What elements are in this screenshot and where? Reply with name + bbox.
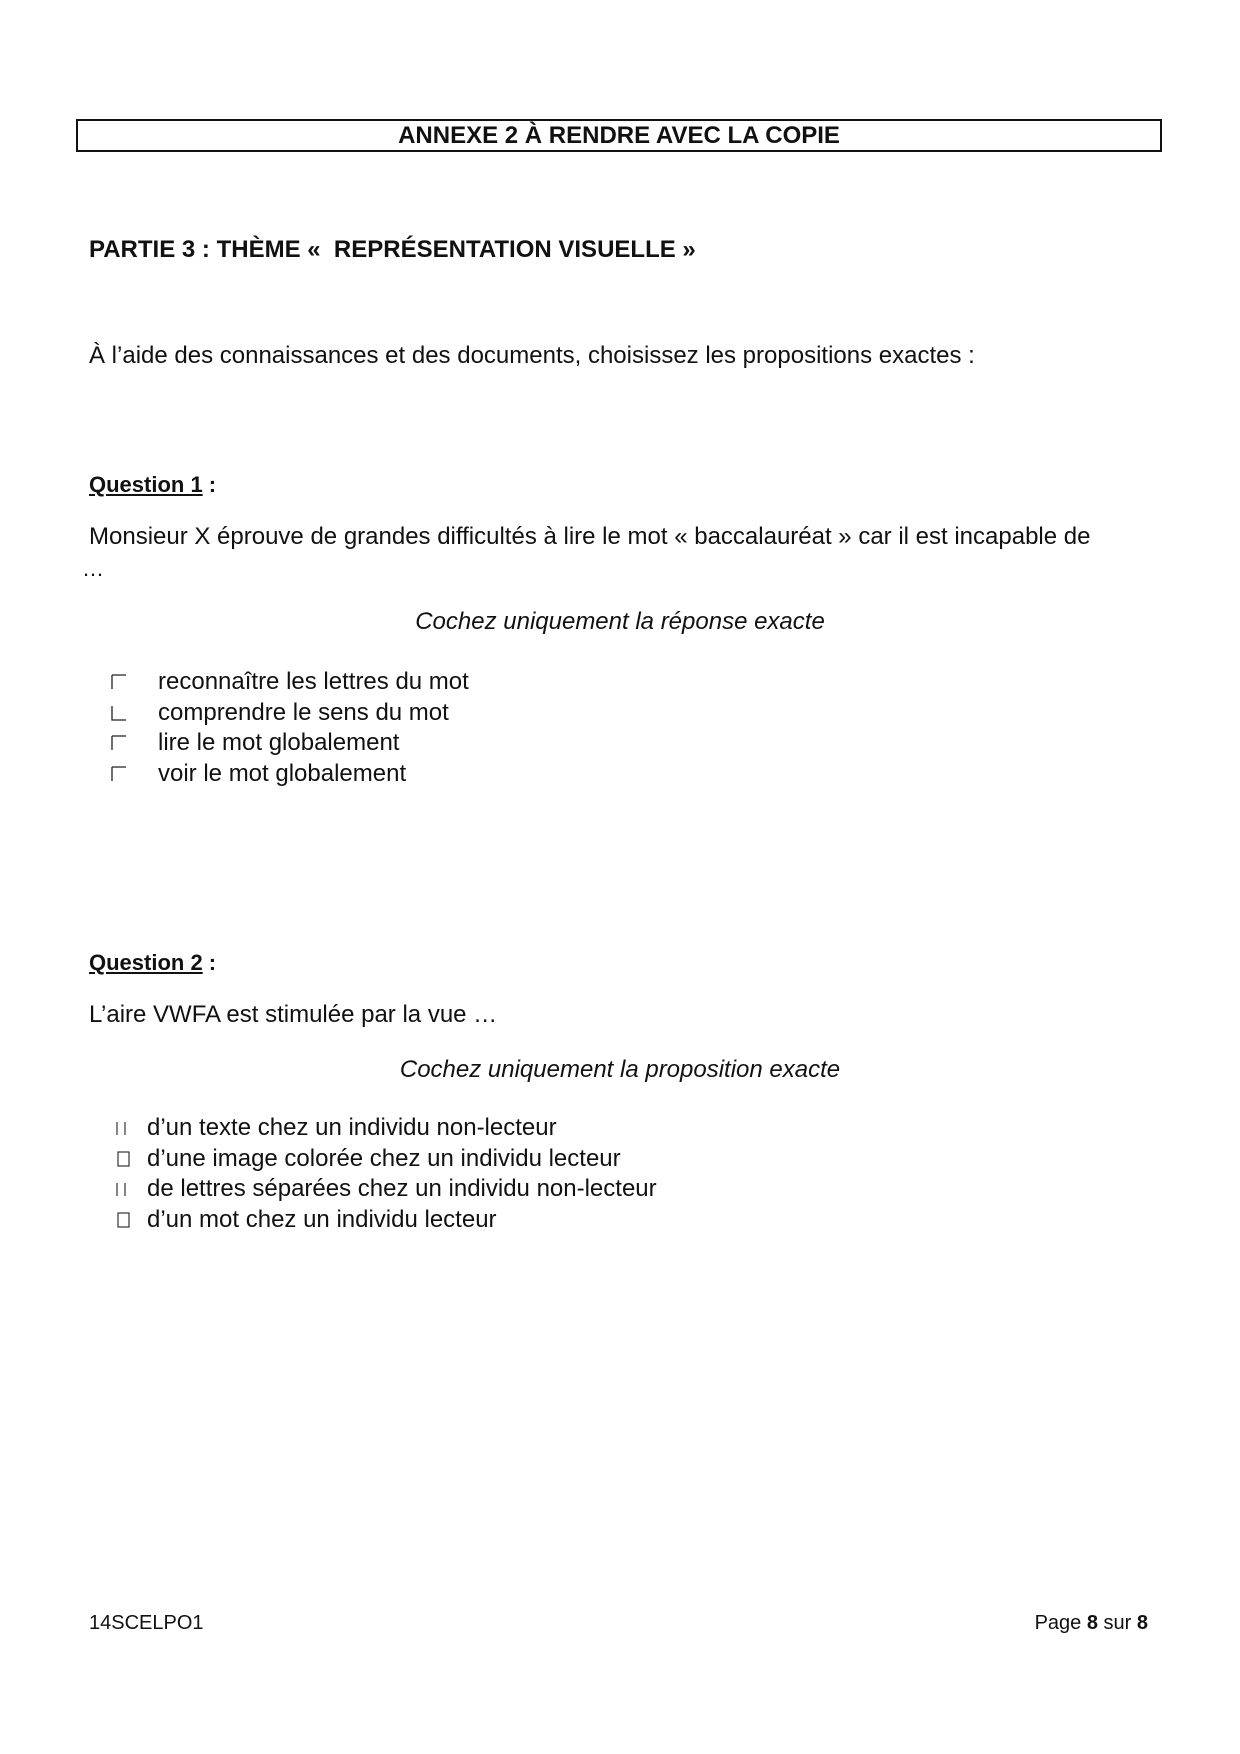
annex-title: ANNEXE 2 À RENDRE AVEC LA COPIE <box>76 119 1162 152</box>
option-label: comprendre le sens du mot <box>158 698 449 726</box>
question-1-options <box>110 667 469 789</box>
option-label: d’un mot chez un individu lecteur <box>147 1205 497 1233</box>
option-label: d’une image colorée chez un individu lecteur <box>147 1144 621 1172</box>
question-2-label-suffix: : <box>202 950 217 975</box>
part-title: PARTIE 3 : THÈME « REPRÉSENTATION VISUELLE » <box>89 236 696 263</box>
intro-text: À l’aide des connaissances et des documents, choisissez les propositions exactes : <box>89 342 975 369</box>
checkbox[interactable] <box>110 1174 138 1204</box>
question-1-label <box>89 472 216 498</box>
checkbox[interactable] <box>110 1144 138 1174</box>
question-1-label-suffix: : <box>202 472 217 497</box>
question-1-option[interactable] <box>110 728 469 759</box>
question-1-label-text: Question 1 <box>89 472 203 497</box>
page-prefix: Page <box>1034 1612 1087 1634</box>
checkbox[interactable] <box>110 1205 138 1235</box>
page-current: 8 <box>1086 1612 1098 1634</box>
page-mid: sur <box>1097 1612 1137 1634</box>
document-code: 14SCELPO1 <box>89 1612 204 1634</box>
checkbox[interactable] <box>110 759 144 789</box>
question-1-statement: Monsieur X éprouve de grandes difficultés à lire le mot « baccalauréat » car il est incapable de <box>89 523 1091 550</box>
question-2-option[interactable] <box>110 1174 657 1205</box>
checkbox[interactable] <box>110 728 144 758</box>
question-2-label-text: Question 2 <box>89 950 203 975</box>
question-2-statement: L’aire VWFA est stimulée par la vue … <box>89 1001 498 1028</box>
checkbox[interactable] <box>110 1113 138 1143</box>
option-label: de lettres séparées chez un individu non-lecteur <box>147 1175 657 1203</box>
option-label: voir le mot globalement <box>158 759 407 787</box>
question-1-statement-continuation: … <box>82 556 104 581</box>
page-total: 8 <box>1136 1612 1148 1634</box>
question-1-option[interactable] <box>110 667 469 698</box>
checkbox[interactable] <box>110 667 144 697</box>
question-2-option[interactable] <box>110 1144 657 1175</box>
question-1-instruction: Cochez uniquement la réponse exacte <box>415 608 825 635</box>
question-2-label <box>89 950 216 976</box>
question-1-option[interactable] <box>110 759 469 790</box>
page-number <box>1035 1612 1148 1635</box>
checkbox[interactable] <box>110 698 144 728</box>
question-2-option[interactable] <box>110 1113 657 1144</box>
question-2-option[interactable] <box>110 1205 657 1236</box>
question-2-instruction: Cochez uniquement la proposition exacte <box>399 1056 841 1083</box>
option-label: lire le mot globalement <box>158 729 400 757</box>
option-label: d’un texte chez un individu non-lecteur <box>147 1114 557 1142</box>
question-2-options <box>110 1113 657 1235</box>
option-label: reconnaître les lettres du mot <box>158 668 469 696</box>
question-1-option[interactable] <box>110 698 469 729</box>
